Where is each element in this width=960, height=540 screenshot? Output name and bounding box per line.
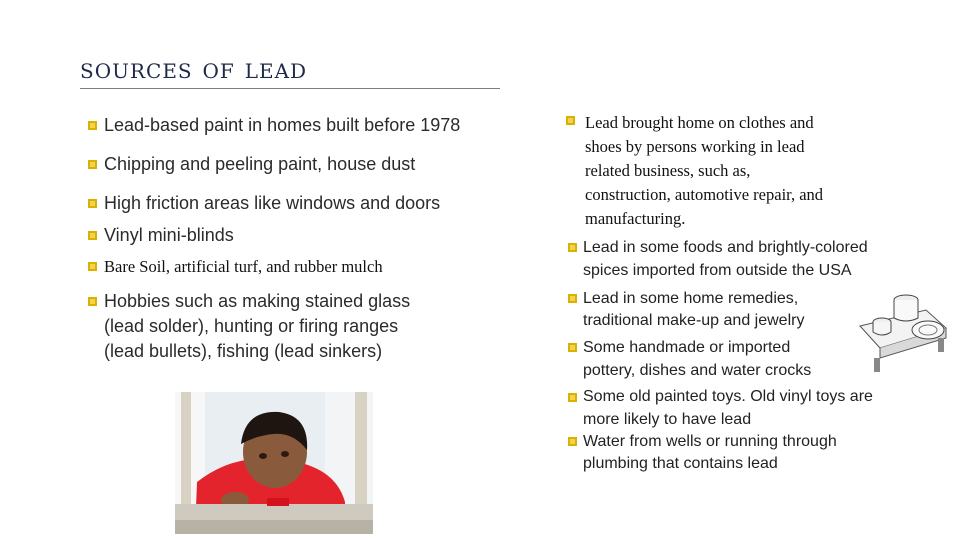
bullet-marker <box>568 437 577 446</box>
right-bullet-2-line-2: traditional make-up and jewelry <box>583 312 805 329</box>
right-bullet-5: Water from wells or running through <box>583 433 837 450</box>
bullet-marker <box>88 262 97 271</box>
right-bullet-5-line-2: plumbing that contains lead <box>583 455 778 472</box>
left-bullet-6-line-2: (lead solder), hunting or firing ranges <box>104 316 399 336</box>
right-bullet-4-line-2: more likely to have lead <box>583 411 752 428</box>
right-bullet-1-line-2: spices imported from outside the USA <box>583 262 852 279</box>
title-divider <box>80 88 500 89</box>
bullet-marker <box>568 243 577 252</box>
dishes-sketch <box>856 286 948 376</box>
right-bullet-3: Some handmade or imported <box>583 339 791 356</box>
right-serif-line-3: related business, such as, <box>585 161 751 180</box>
right-bullet-1: Lead in some foods and brightly-colored <box>583 239 868 256</box>
bullet-marker <box>88 199 97 208</box>
right-serif-line-4: construction, automotive repair, and <box>585 185 824 204</box>
bullet-marker <box>568 294 577 303</box>
bullet-marker <box>88 231 97 240</box>
right-serif-line-2: shoes by persons working in lead <box>585 137 805 156</box>
left-bullet-4: Vinyl mini-blinds <box>104 225 234 245</box>
right-bullet-4: Some old painted toys. Old vinyl toys are <box>583 388 873 405</box>
bullet-marker <box>566 116 575 125</box>
bullet-marker <box>568 393 577 402</box>
left-bullet-6: Hobbies such as making stained glass <box>104 291 411 311</box>
child-at-window-photo <box>175 392 373 534</box>
left-bullet-2: Chipping and peeling paint, house dust <box>104 154 416 174</box>
right-bullet-2: Lead in some home remedies, <box>583 290 799 307</box>
left-bullet-6-line-3: (lead bullets), fishing (lead sinkers) <box>104 341 383 361</box>
bullet-marker <box>88 297 97 306</box>
left-bullet-3: High friction areas like windows and doors <box>104 193 441 213</box>
bullet-marker <box>568 343 577 352</box>
right-serif-line-5: manufacturing. <box>585 209 686 228</box>
slide-title: sources of lead <box>80 52 308 85</box>
right-serif-line-1: Lead brought home on clothes and <box>585 113 814 132</box>
left-bullet-5: Bare Soil, artificial turf, and rubber mulch <box>104 257 383 276</box>
bullet-marker <box>88 160 97 169</box>
right-bullet-3-line-2: pottery, dishes and water crocks <box>583 362 812 379</box>
left-bullet-1: Lead-based paint in homes built before 1978 <box>104 115 461 135</box>
bullet-marker <box>88 121 97 130</box>
